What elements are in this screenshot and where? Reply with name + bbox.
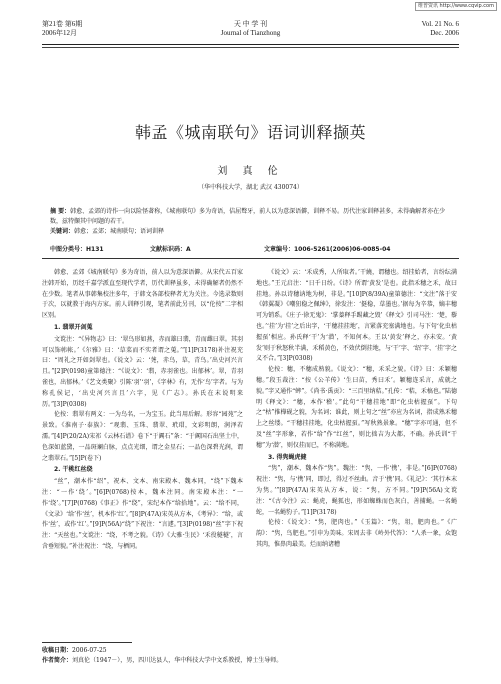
article-number: 文章编号：1006-5261(2006)06-0085-04 xyxy=(264,246,391,253)
section-heading: 3. 得隽蝇虎健 xyxy=(268,453,307,461)
author-affiliation: （华中科技大学，湖北 武汉 430074） xyxy=(198,184,303,191)
classification-line xyxy=(50,244,451,254)
paragraph: 韩愈、孟郊《城南联句》多为奇语，前人以为意深语僻。从宋代五百家注韩开始，历经千嘉学派直至现代学者，历代训释虽多，未得确解者仍然不在少数。笔者从事韩集校注多年，于韩文各部校释者尤为关注。今选录数则于次，以就教于海内方家。前人训释引观，笔者前此另刊，以“伦按”二字相区别。 xyxy=(42,269,243,320)
journal-name: 天 中 学 刊 Journal of Tianzhong xyxy=(220,20,281,37)
paragraph: 伦按：穗，不穗成熟貌。《说文》：“穗，禾采之貌。《诗》曰：禾颖穗穗。”段玉裁注：“按《公羊传》‘生曰苗，秀曰禾’。颖穗连采言，成就之貌。”字又通作“蟀”。《尚书·禹贡》：“三百里纳秸。”孔传：“秸，禾槁也。”陆德明《释文》：“穗，本作‘稽’。”此句“干穗挂地”即“化虫枯握虿”。下句之“枯”推樺砚之貌，为名词；谁此，则上句之“丝”亦应为名词，指成熟禾穗上之丝缕。“干穗挂挂地，化虫枯握虿。”写秋熟景象。“穗”字亦可通，但不及“丝”字形象，若作“给”作“红丝”，则比拙吉为大都，不确。孙氏训“干穗”为‘潜’，则仅挂而已，不称满地。 xyxy=(256,366,457,449)
volume-issue-cn: 第21卷 第6期 2006年12月 xyxy=(42,20,83,37)
paragraph: “隽”，潮本、魏本作“隽”。魏注：“隽，一作‘携’，非是。”[6]P(0768)祝注：“隽，与‘携’同，即过，得过不丝曲。音于‘携’同。《礼记》：‘其行本末为隽。’”[8]P(47A)宋英从方本，说：“隽，方不同。”[9]P(56A)文谠注：“《古今注》云：蝇虎，蝇狐也，形如蜘蛛而色灰白，善捕蝇。一名蝇蛇，一名蝇豹子。”[1]P(3178) xyxy=(256,465,457,516)
abstract-label: 摘 要： xyxy=(50,208,71,215)
article-title: 韩孟《城南联句》语词训释撷英 xyxy=(134,123,366,142)
abstract-text: 韩愈、孟郊的诗作一向以险怪著称，《城南联句》多为奇语，佶屈聱牙，前人以为意深语僻，训释不易。历代注家训释甚多，未得确解者亦在少数，兹特撷其中问题的若干。 xyxy=(50,208,446,225)
section-heading: 1. 翡翠开剑蒐 xyxy=(54,323,93,331)
received-date: 收稿日期：2006-07-25 xyxy=(42,647,107,654)
header-rule xyxy=(42,44,459,45)
paragraph: 伦按：《说文》：“隽，肥肉也。”《玉篇》：“隽，俎，肥肉也。”《广韵》：“隽，鸟肥也。”引申为美味。宋周去非《岭外代答》：“人杀一象，众饱其肉，惟鼻肉最美。烂而纳诸糟 xyxy=(256,519,457,548)
keywords-label: 关键词： xyxy=(50,228,75,235)
section-heading: 2. 干桃红丝绕 xyxy=(54,466,93,474)
paragraph: 文谠注：“《异物志》曰：‘翠鸟形如燕，赤而雄曰翡，青而雌曰翠。其羽可以饰帏帐。’《尔雅》曰：‘草菜而不实者谓之蒐。’”[1]P(3178)补注祝充曰：“周礼之开如剑翠也。《说文》云：‘荛，赤鸟，草，青鸟。’出史河兴言且。”[2]P(0198)童第德注：“《说文》：‘翡，赤羽雀也。出郁林’。翠，青羽雀也，出郁林。’《艺文类聚》引陈‘羽’‘羽’，《字林》有，无作‘鸟’字者。与为称孔侯记，‘出史河兴言且’六字，见《广志》。孙氏在末说明来历。”[3]P(0308) xyxy=(42,335,243,408)
document-code: 文献标识码：A xyxy=(150,246,191,253)
watermark: 维普资讯 http://www.cqvip.com xyxy=(415,2,497,11)
author-bio: 作者简介：刘真伦（1947－），男，四川达县人，华中科技大学中文系教授，博士生导师。 xyxy=(42,656,283,664)
author-name: 刘 真 伦 xyxy=(217,166,284,177)
volume-issue-en: Vol. 21 No. 6 Dec. 2006 xyxy=(421,20,459,37)
clc-number: 中图分类号：H131 xyxy=(50,246,104,253)
right-column xyxy=(256,268,457,638)
abstract-block xyxy=(50,207,451,237)
footnote xyxy=(42,646,459,665)
left-column xyxy=(42,268,243,638)
footnote-rule xyxy=(42,642,132,643)
running-header xyxy=(42,20,459,42)
paragraph: 《说文》云：‘禾成秀，人所取者。’干繞，谓穗也。绍挂始者，言纷纭满地也。”王元启注：“日千日纷。《诗》所谓‘黄发’是也。此指禾穗之禾，故曰挂地。孙以诗穗讷地为树，非是。”[10]P(8/39A)童第德注：“文注”落于安《韩翼凝》《嘲狃稳之佩绅》，徐发注：‘挺稳，草墨也。’据每为辛恭，嫡丰穗可为销系。《庄子·徐无鬼》：‘掌蓁释手踢藏之毁’《释文》引司马注：‘楚，藜也。’‘挂’为‘挂’之后出字，‘干穗挂挂地’，言紧落充塞满地也。与下句‘化虫枯握虿’相应。孙氏释‘干’为‘潜’，不知何本。王以‘黄发’释之，亦未安。‘黄发’则于秋怒秋半满，禾稻黄色，不效伏倒挂地，与‘干’字、‘绍’字、‘挂’字之义不合。”[3]P(0308) xyxy=(256,269,457,363)
body-rule xyxy=(42,258,459,259)
keywords-text: 韩愈；孟郊；城南联句；语词训释 xyxy=(74,228,165,235)
paragraph: “丝”，潮本作“绍”，祝本、文本、南宋殿本、魏本同，“绕”下魏本注：“一作‘绕’。”[6]P(0768)按本，魏本注同。南宋殿本注：“一作‘绕’。”[7]P(0768)《事正》作“绕”，宋纪本作“给拾地”。云：“给不同，《文录》‘给’作‘丝’，机本作‘红’。”[8]P(47A)宋英从方本，《考异》：“给，或作‘丝’，或作‘红’。”[9]P(56A)“绕”下祝注：“言遽。”[3]P(0198)“丝”字下祝注：“天丝也。”文谠注：“绕，不考之貌。《诗》《大雅·生民》‘禾役穟穟’，言含垂短貌。”补注祝注：“绕，与栖同。 xyxy=(42,478,243,550)
header-rule-thin xyxy=(42,47,459,48)
paragraph: 伦按：翡翠有两义：一为鸟名，一为宝玉。此当用后解。形容“园苑”之景致。《淮南子·泰族》：“观翡、玉珠、翡翠、玳瑁，文彩明朗，润泽若濡。”[4]P(20/2A)宋祁《云林石谱》卷下“于阗石”条：“于阗国石出坚土中，色深如蓝黛，一品斑斓白脉，点点光细，谓之金星石；一品色深碧光润，谓之翡翠石。”[5]P(卷下) xyxy=(42,411,243,462)
keywords xyxy=(50,227,451,237)
abstract xyxy=(50,207,451,227)
